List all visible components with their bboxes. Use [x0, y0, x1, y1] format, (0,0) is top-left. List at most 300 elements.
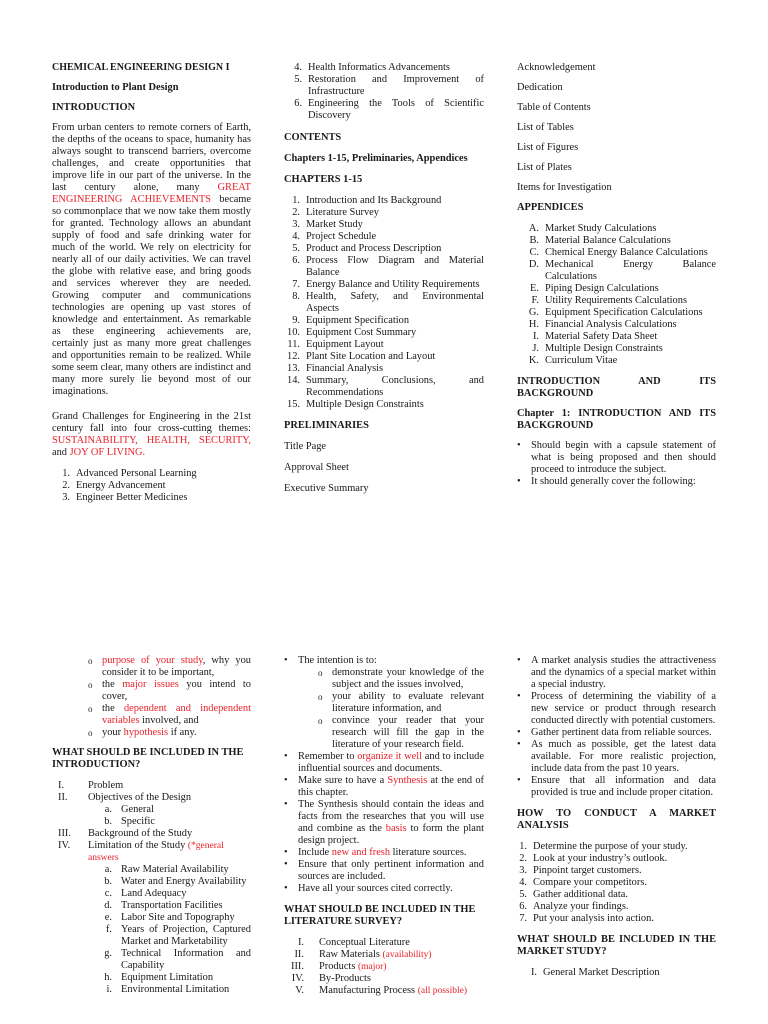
- introduction-outline: [52, 780, 251, 996]
- market-bullet: [517, 691, 716, 727]
- cover-item-rest: , why you consider it to be important,: [102, 655, 252, 678]
- limitation-item: [52, 948, 251, 972]
- outline-note: (major): [357, 962, 387, 972]
- appendix-item: [517, 307, 716, 319]
- preliminary-item: Acknowledgement: [517, 62, 596, 73]
- market-step-text: Look at your industry’s outlook.: [533, 853, 668, 864]
- market-step-number: 2.: [519, 853, 527, 864]
- cover-item-prefix: the: [102, 679, 123, 690]
- preliminaries-list: [284, 441, 484, 495]
- market-study-item-text: General Market Description: [543, 967, 660, 978]
- chapter-item: [284, 327, 484, 339]
- circle-bullet-icon: o: [88, 728, 93, 738]
- market-analysis-steps: [517, 841, 716, 925]
- limitation-item-text: Land Adequacy: [121, 888, 187, 899]
- theme-item-number: 5.: [294, 74, 302, 85]
- body-text: The intention is to:: [298, 655, 377, 666]
- appendix-item: [517, 283, 716, 295]
- chapter-item-number: 11.: [287, 339, 300, 350]
- market-bullet: [517, 775, 716, 799]
- literature-bullet-text: [298, 751, 484, 775]
- appendix-item: [517, 223, 716, 235]
- market-bullet-text: Process of determining the viability of a new service or product through research conducted directly with potential customers.: [531, 691, 716, 726]
- chapter-item-number: 14.: [287, 375, 300, 386]
- market-bullet: [517, 727, 716, 739]
- market-step-number: 7.: [519, 913, 527, 924]
- limitation-item: [52, 888, 251, 900]
- appendix-item-number: I.: [532, 331, 539, 342]
- preliminary-item: List of Plates: [517, 162, 572, 173]
- limitation-item-letter: f.: [105, 924, 112, 935]
- outline-number: III.: [58, 828, 71, 839]
- contents-subheading: Chapters 1-15, Preliminaries, Appendices: [284, 153, 468, 164]
- market-study-item-number: I.: [530, 967, 537, 978]
- theme-item-text: Restoration and Improvement of Infrastructure: [308, 74, 484, 97]
- body-text: Ensure that only pertinent information and sources are included.: [298, 859, 484, 882]
- market-step-number: 6.: [519, 901, 527, 912]
- cover-item-rest: you intend to cover,: [102, 679, 251, 702]
- cover-item-highlight: major issues: [122, 679, 179, 690]
- market-study-item: [517, 967, 716, 979]
- limitation-item: [52, 924, 251, 948]
- chapter-item-text: Multiple Design Constraints: [306, 399, 424, 410]
- appendix-item: [517, 235, 716, 247]
- circle-bullet-icon: o: [88, 680, 93, 690]
- outline-text: [319, 961, 484, 973]
- market-study-outline: [517, 967, 716, 979]
- appendix-item-text: Multiple Design Constraints: [545, 343, 663, 354]
- outline-number: III.: [291, 961, 304, 972]
- chapter-item-text: Product and Process Description: [306, 243, 442, 254]
- contents-heading: CONTENTS: [284, 132, 342, 143]
- chapter-item: [284, 351, 484, 363]
- chapter-item-text: Plant Site Location and Layout: [306, 351, 436, 362]
- limitation-item: [52, 912, 251, 924]
- cover-item: [88, 703, 251, 727]
- limitation-item-letter: h.: [104, 972, 112, 983]
- intro-background-heading: INTRODUCTION AND ITS BACKGROUND: [517, 376, 716, 399]
- body-text: Include: [298, 847, 332, 858]
- circle-bullet-icon: o: [318, 692, 323, 702]
- market-step: [517, 901, 716, 913]
- literature-outline-item: [284, 985, 484, 997]
- bullet-icon: •: [284, 775, 288, 786]
- literature-outline-item: [284, 973, 484, 985]
- chapter1-heading: Chapter 1: INTRODUCTION AND ITS BACKGROUND: [517, 408, 716, 431]
- page1-column-2: [284, 62, 484, 495]
- literature-outline-item: [284, 961, 484, 973]
- chapter-item-text: Introduction and Its Background: [306, 195, 442, 206]
- cover-item-text: [102, 679, 251, 703]
- market-bullet: [517, 739, 716, 775]
- highlight-text: organize it well: [357, 751, 423, 762]
- outline-text: [88, 792, 251, 804]
- appendix-item-number: B.: [529, 235, 539, 246]
- outline-text: [88, 780, 251, 792]
- page1-column-1: [52, 62, 251, 504]
- chapter-item-number: 15.: [287, 399, 300, 410]
- chapter-item-number: 4.: [292, 231, 300, 242]
- page2-column-1: [52, 655, 251, 996]
- market-bullet-text: A market analysis studies the attractiveness and the dynamics of a special market within a special industry.: [531, 655, 716, 690]
- grand-challenges-paragraph: Grand Challenges for Engineering in the 21st century fall into four cross-cutting themes: SUSTAINABILITY, HEALTH, SECURITY, and JOY OF LIVING.: [52, 411, 251, 458]
- outline-label: Manufacturing Process: [319, 985, 418, 996]
- intention-item: [318, 691, 484, 715]
- limitation-item-text: Water and Energy Availability: [121, 876, 247, 887]
- literature-bullet: [284, 847, 484, 859]
- chapter-item-text: Market Study: [306, 219, 363, 230]
- themes-list-continued: [284, 62, 484, 122]
- limitation-item: [52, 972, 251, 984]
- market-step: [517, 913, 716, 925]
- chapter-item-text: Equipment Layout: [306, 339, 384, 350]
- outline-number: I.: [58, 780, 65, 791]
- chapter-item: [284, 279, 484, 291]
- limitation-item: [52, 864, 251, 876]
- cover-item-prefix: your: [102, 727, 124, 738]
- chapter-item-number: 6.: [292, 255, 300, 266]
- cover-items-list: [52, 655, 251, 739]
- body-text: Remember to: [298, 751, 358, 762]
- outline-text: [319, 985, 484, 997]
- cover-item: [88, 727, 251, 739]
- appendix-item-number: J.: [532, 343, 539, 354]
- chapters-heading: CHAPTERS 1-15: [284, 174, 363, 185]
- body-text: literature sources.: [390, 847, 467, 858]
- theme-item-text: Health Informatics Advancements: [308, 62, 450, 73]
- cover-item-highlight: hypothesis: [123, 727, 169, 738]
- chapter-item-text: Equipment Specification: [306, 315, 410, 326]
- market-step: [517, 865, 716, 877]
- market-step-text: Pinpoint target customers.: [533, 865, 642, 876]
- limitation-item-text: Years of Projection, Captured Market and Marketability: [121, 924, 251, 947]
- market-step: [517, 853, 716, 865]
- chapter-item-number: 1.: [292, 195, 300, 206]
- outline-number: V.: [295, 985, 304, 996]
- limitation-item-text: Transportation Facilities: [121, 900, 223, 911]
- body-text: at the end of this chapter.: [298, 775, 484, 798]
- outline-text: [319, 949, 484, 961]
- literature-bullets: [284, 655, 484, 895]
- bullet-icon: •: [517, 440, 521, 451]
- appendix-item: [517, 331, 716, 343]
- outline-label: Limitation of the Study: [88, 840, 188, 851]
- theme-item-text: Engineering the Tools of Scientific Discovery: [308, 98, 484, 121]
- subtitle: Introduction to Plant Design: [52, 82, 179, 93]
- preliminary-item: Title Page: [284, 441, 327, 452]
- limitation-item-letter: c.: [104, 888, 112, 899]
- market-bullet-text: Ensure that all information and data provided is true and include proper citation.: [531, 775, 716, 798]
- outline-text: [88, 840, 251, 864]
- introduction-paragraph: From urban centers to remote corners of Earth, the depths of the oceans to space, humanity has always sought to transcend barriers, overcome challenges, and create opportunities that improve life in our part of the universe. In the last century alone, many GREAT ENGINEERING ACHIEVEMENTS became so commonplace that we now take them mostly for granted. Technology allows an abundant supply of food and safe drinking water for much of the world. We rely on electricity for nearly all of our daily activities. We can travel the globe with relative ease, and bring goods and services wherever they are needed. Growing computer and communications technologies are opening up vast stores of knowledge and entertainment. As remarkable as these engineering achievements are, certainly just as many more great challenges and opportunities remain to be realized. While some seem clear, many others are indistinct and many more surely lie beyond most of our imaginations.: [52, 122, 252, 397]
- theme-item: [284, 74, 484, 98]
- outline-note: (availability): [382, 950, 432, 960]
- body-text: and to include influential sources and documents.: [298, 751, 484, 774]
- outline-number: II.: [58, 792, 68, 803]
- outline-item: [52, 780, 251, 792]
- appendix-item-text: Equipment Specification Calculations: [545, 307, 703, 318]
- appendix-item: [517, 355, 716, 367]
- limitation-item-letter: a.: [104, 864, 112, 875]
- bullet-icon: •: [284, 799, 288, 810]
- limitation-item-text: Raw Material Availability: [121, 864, 229, 875]
- literature-bullet: [284, 775, 484, 799]
- market-analysis-bullets: [517, 655, 716, 799]
- market-step-text: Put your analysis into action.: [533, 913, 654, 924]
- outline-label: Background of the Study: [88, 828, 193, 839]
- limitation-item-letter: g.: [104, 948, 112, 959]
- theme-item-text: Energy Advancement: [76, 480, 166, 491]
- chapters-list: [284, 195, 484, 411]
- limitation-item: [52, 984, 251, 996]
- chapter-item-number: 5.: [292, 243, 300, 254]
- outline-number: IV.: [291, 973, 304, 984]
- objective-item-letter: b.: [104, 816, 112, 827]
- chapter1-bullet: [517, 476, 716, 488]
- chapter-item: [284, 207, 484, 219]
- introduction-heading: INTRODUCTION: [52, 102, 136, 113]
- literature-outline-item: [284, 949, 484, 961]
- limitation-item-text: Labor Site and Topography: [121, 912, 235, 923]
- chapter-item-number: 7.: [292, 279, 300, 290]
- chapter1-bullets: [517, 440, 716, 488]
- circle-bullet-icon: o: [318, 716, 323, 726]
- literature-bullet-text: [298, 775, 484, 799]
- market-bullet-text: Gather pertinent data from reliable sources.: [531, 727, 712, 738]
- literature-include-heading: WHAT SHOULD BE INCLUDED IN THE LITERATURE SURVEY?: [284, 904, 476, 927]
- objective-item-letter: a.: [104, 804, 112, 815]
- outline-text: [88, 828, 251, 840]
- theme-item-text: Engineer Better Medicines: [76, 492, 188, 503]
- bullet-icon: •: [284, 847, 288, 858]
- theme-item: [284, 98, 484, 122]
- chapter-item: [284, 375, 484, 399]
- introduction-include-heading: WHAT SHOULD BE INCLUDED IN THE INTRODUCTION?: [52, 747, 244, 770]
- theme-item-text: Advanced Personal Learning: [76, 468, 197, 479]
- market-step-number: 5.: [519, 889, 527, 900]
- appendix-item-text: Market Study Calculations: [545, 223, 657, 234]
- appendix-item: [517, 343, 716, 355]
- chapter-item-text: Process Flow Diagram and Material Balance: [306, 255, 484, 278]
- literature-bullet: [284, 859, 484, 883]
- appendix-item-number: F.: [531, 295, 539, 306]
- cover-item-text: [102, 655, 251, 679]
- theme-item: [284, 62, 484, 74]
- limitation-item-text: Environmental Limitation: [121, 984, 230, 995]
- market-step: [517, 889, 716, 901]
- theme-item-number: 2.: [62, 480, 70, 491]
- page1-column-3: [517, 62, 716, 488]
- chapter-item-text: Literature Survey: [306, 207, 379, 218]
- limitation-item-letter: i.: [106, 984, 112, 995]
- outline-item: [52, 792, 251, 804]
- outline-note: (all possible): [417, 986, 468, 996]
- appendices-heading: APPENDICES: [517, 202, 584, 213]
- intention-item-text: your ability to evaluate relevant literature information, and: [332, 691, 484, 714]
- appendix-item-text: Piping Design Calculations: [545, 283, 659, 294]
- preliminary-item: Table of Contents: [517, 102, 591, 113]
- market-bullet: [517, 655, 716, 691]
- theme-item-number: 3.: [62, 492, 70, 503]
- chapter1-bullet-text: Should begin with a capsule statement of what is being proposed and then should proceed to introduce the subject.: [531, 440, 716, 475]
- cover-item-rest: involved, and: [139, 715, 199, 726]
- preliminary-item: List of Figures: [517, 142, 579, 153]
- chapter-item: [284, 255, 484, 279]
- literature-bullet-text: [298, 859, 484, 883]
- outline-label: Products: [319, 961, 358, 972]
- outline-label: Conceptual Literature: [319, 937, 410, 948]
- objective-item: [52, 804, 251, 816]
- themes-list: [52, 468, 251, 504]
- cover-item: [88, 679, 251, 703]
- appendix-item-number: H.: [528, 319, 539, 330]
- how-to-market-analysis-heading: HOW TO CONDUCT A MARKET ANALYSIS: [517, 808, 716, 831]
- bullet-icon: •: [284, 655, 288, 666]
- bullet-icon: •: [517, 739, 521, 750]
- cover-item-rest: if any.: [168, 727, 197, 738]
- document-page-1: [0, 62, 768, 532]
- bullet-icon: •: [284, 859, 288, 870]
- bullet-icon: •: [284, 751, 288, 762]
- market-step-number: 1.: [519, 841, 527, 852]
- intention-list: [298, 667, 484, 751]
- outline-text: [319, 973, 484, 985]
- limitation-item-letter: e.: [104, 912, 112, 923]
- preliminary-item: List of Tables: [517, 122, 574, 133]
- appendix-item-number: E.: [530, 283, 539, 294]
- body-text: The Synthesis should contain the ideas and facts from the researches that you will use and combine as the: [298, 799, 484, 834]
- literature-outline-item: [284, 937, 484, 949]
- literature-bullet-text: [298, 655, 484, 751]
- outline-number: I.: [297, 937, 304, 948]
- market-step-text: Compare your competitors.: [533, 877, 647, 888]
- cover-item-highlight: purpose of your study: [102, 655, 203, 666]
- chapter-item-number: 10.: [287, 327, 300, 338]
- chapter-item-text: Summary, Conclusions, and Recommendations: [306, 375, 484, 398]
- chapter-item: [284, 243, 484, 255]
- appendix-item: [517, 259, 716, 283]
- chapter-item-number: 13.: [287, 363, 300, 374]
- market-bullet-text: As much as possible, get the latest data available. For more realistic projection, include data from the past 10 years.: [531, 739, 716, 774]
- chapter-item: [284, 291, 484, 315]
- cover-item-text: [102, 727, 251, 739]
- appendix-item-text: Chemical Energy Balance Calculations: [545, 247, 708, 258]
- appendix-item-text: Mechanical Energy Balance Calculations: [545, 259, 716, 282]
- appendix-item: [517, 247, 716, 259]
- body-text: Make sure to have a: [298, 775, 388, 786]
- market-step: [517, 877, 716, 889]
- market-step-number: 4.: [519, 877, 527, 888]
- market-step: [517, 841, 716, 853]
- appendix-item-text: Financial Analysis Calculations: [545, 319, 677, 330]
- theme-item-number: 6.: [294, 98, 302, 109]
- chapter-item: [284, 231, 484, 243]
- literature-bullet-text: [298, 883, 484, 895]
- limitation-item: [52, 900, 251, 912]
- market-step-text: Analyze your findings.: [533, 901, 629, 912]
- intention-item: [318, 715, 484, 751]
- appendix-item-number: K.: [528, 355, 539, 366]
- appendix-item-number: A.: [528, 223, 539, 234]
- outline-label: Problem: [88, 780, 124, 791]
- appendix-item-text: Material Balance Calculations: [545, 235, 671, 246]
- literature-bullet: [284, 883, 484, 895]
- chapter-item-text: Energy Balance and Utility Requirements: [306, 279, 480, 290]
- intention-item-text: demonstrate your knowledge of the subject and the issues involved,: [332, 667, 484, 690]
- outline-item: [52, 828, 251, 840]
- limitation-item-text: Equipment Limitation: [121, 972, 214, 983]
- cover-item-prefix: the: [102, 703, 124, 714]
- appendix-item-number: G.: [528, 307, 539, 318]
- chapter-item: [284, 363, 484, 375]
- outline-item: [52, 840, 251, 864]
- chapter-item-number: 12.: [287, 351, 300, 362]
- preliminaries-list-continued: [517, 62, 716, 194]
- chapter1-bullet-text: It should generally cover the following:: [531, 476, 696, 487]
- limitation-item-letter: b.: [104, 876, 112, 887]
- literature-bullet: [284, 655, 484, 751]
- chapter-item: [284, 339, 484, 351]
- bullet-icon: •: [517, 775, 521, 786]
- bullet-icon: •: [517, 691, 521, 702]
- chapter-item-number: 2.: [292, 207, 300, 218]
- body-text: to form the plant design project.: [298, 823, 484, 846]
- appendix-item-text: Material Safety Data Sheet: [545, 331, 658, 342]
- cover-item: [88, 655, 251, 679]
- chapter-item-number: 9.: [292, 315, 300, 326]
- appendix-item-text: Curriculum Vitae: [545, 355, 618, 366]
- intention-item-text: convince your reader that your research will fill the gap in the literature of your research field.: [332, 715, 484, 750]
- intention-item: [318, 667, 484, 691]
- chapter-item-text: Project Schedule: [306, 231, 377, 242]
- market-step-text: Gather additional data.: [533, 889, 628, 900]
- chapter-item-text: Equipment Cost Summary: [306, 327, 417, 338]
- market-study-include-heading: WHAT SHOULD BE INCLUDED IN THE MARKET STUDY?: [517, 934, 716, 957]
- objective-item: [52, 816, 251, 828]
- theme-item-number: 1.: [62, 468, 70, 479]
- chapter-item: [284, 399, 484, 411]
- body-text: Have all your sources cited correctly.: [298, 883, 453, 894]
- outline-text: [319, 937, 484, 949]
- chapter1-bullet: [517, 440, 716, 476]
- circle-bullet-icon: o: [88, 656, 93, 666]
- market-step-number: 3.: [519, 865, 527, 876]
- literature-bullet-text: [298, 847, 484, 859]
- circle-bullet-icon: o: [318, 668, 323, 678]
- outline-label: By-Products: [319, 973, 371, 984]
- limitation-item: [52, 876, 251, 888]
- bullet-icon: •: [517, 476, 521, 487]
- highlight-text: new and fresh: [331, 847, 391, 858]
- circle-bullet-icon: o: [88, 704, 93, 714]
- objective-item-text: General: [121, 804, 154, 815]
- literature-bullet: [284, 799, 484, 847]
- literature-bullet-text: [298, 799, 484, 847]
- document-page-2: [0, 655, 768, 1024]
- chapter-item: [284, 219, 484, 231]
- chapter-item-number: 8.: [292, 291, 300, 302]
- appendix-item-number: D.: [528, 259, 539, 270]
- theme-item: [52, 480, 251, 492]
- outline-label: Raw Materials: [319, 949, 383, 960]
- market-step-text: Determine the purpose of your study.: [533, 841, 688, 852]
- outline-label: Objectives of the Design: [88, 792, 192, 803]
- literature-bullet: [284, 751, 484, 775]
- appendices-list: [517, 223, 716, 367]
- appendix-item-number: C.: [529, 247, 539, 258]
- bullet-icon: •: [517, 655, 521, 666]
- theme-item: [52, 492, 251, 504]
